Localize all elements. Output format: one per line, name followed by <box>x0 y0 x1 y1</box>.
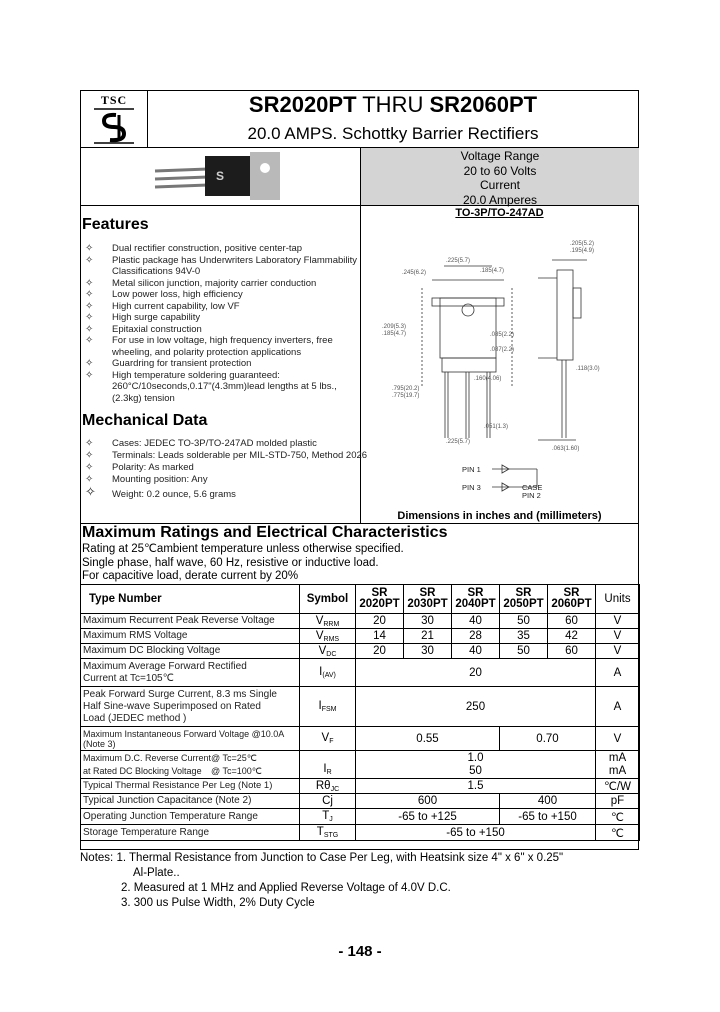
table-row: Maximum Instantaneous Forward Voltage @10.0A (Note 3) $V_F$ 0.55 0.70 V <box>81 727 640 751</box>
package-caption: TO-3P/TO-247AD <box>455 207 544 219</box>
page-subtitle: 20.0 AMPS. Schottky Barrier Rectifiers <box>247 124 539 143</box>
svg-text:.185(4.7): .185(4.7) <box>382 331 407 337</box>
rating-line: Single phase, half wave, 60 Hz, resistive or inductive load. <box>82 556 379 569</box>
svg-text:.775(19.7): .775(19.7) <box>392 393 420 399</box>
bullet-icon: ✧ <box>85 483 96 499</box>
table-row: Operating Junction Temperature Range $T_J$ -65 to +125 -65 to +150 ℃ <box>81 809 640 825</box>
table-row: Typical Junction Capacitance (Note 2) Cj 600 400 pF <box>81 794 640 809</box>
svg-text:.205(5.2): .205(5.2) <box>570 241 595 247</box>
page-title: SR2020PT THRU SR2060PT <box>248 92 538 117</box>
svg-text:.051(1.3): .051(1.3) <box>484 424 509 430</box>
model-header: SR 2020PT <box>356 585 404 614</box>
list-item: wheeling, and polarity protection applications <box>112 346 302 358</box>
bullet-icon: ✧ <box>85 323 94 335</box>
list-item: ✧ High surge capability <box>85 312 201 323</box>
bullet-icon: ✧ <box>85 474 94 485</box>
svg-text:.225(5.7): .225(5.7) <box>446 258 471 264</box>
svg-text:.087(2.2): .087(2.2) <box>490 347 515 353</box>
spec-table <box>80 584 640 841</box>
note-2: 2. Measured at 1 MHz and Applied Reverse Voltage of 4.0V D.C. <box>121 882 451 894</box>
table-row: Maximum D.C. Reverse Current @ Tc=25℃ at Rated DC Blocking Voltage @ Tc=100℃ $I_R$ 1.0 50 mA mA <box>81 751 640 779</box>
svg-text:.225(5.7): .225(5.7) <box>446 439 471 445</box>
mechanical-heading: Mechanical Data <box>82 412 208 429</box>
table-row: Storage Temperature Range $T_{STG}$ -65 to +150 ℃ <box>81 825 640 841</box>
bullet-icon: ✧ <box>85 312 94 323</box>
voltage-range-box <box>360 147 639 205</box>
svg-text:.118(3.0): .118(3.0) <box>576 366 600 372</box>
bullet-icon: ✧ <box>85 289 94 300</box>
pin2-label: PIN 2 <box>522 491 541 500</box>
list-item: ✧ Cases: JEDEC TO-3P/TO-247AD molded plastic <box>85 438 317 449</box>
table-row: Maximum DC Blocking Voltage $V_{DC}$ 20 30 40 50 60 V <box>81 644 640 659</box>
bullet-icon: ✧ <box>85 450 94 461</box>
pin1-label: PIN 1 <box>462 465 481 474</box>
svg-text:.085(2.2): .085(2.2) <box>490 332 515 338</box>
model-header: SR 2030PT <box>404 585 452 614</box>
svg-text:.209(5.3): .209(5.3) <box>382 324 407 330</box>
svg-text:.795(20.2): .795(20.2) <box>392 386 420 392</box>
bullet-icon: ✧ <box>85 300 94 312</box>
table-row: Peak Forward Surge Current, 8.3 ms Single Half Sine-wave Superimposed on Rated Load (JEDEC method ) $I_{FSM}$ 250 A <box>81 687 640 727</box>
svg-text:S: S <box>216 169 225 183</box>
package-outline-drawing <box>362 228 638 508</box>
notes-section <box>80 851 563 911</box>
list-item: ✧ Weight: 0.2 ounce, 5.6 grams <box>85 483 236 500</box>
page-number: - 148 - <box>338 943 382 960</box>
list-item: ✧ Polarity: As marked <box>85 462 194 473</box>
model-header: SR 2060PT <box>548 585 596 614</box>
bullet-icon: ✧ <box>85 358 94 369</box>
tsc-logo <box>84 93 144 145</box>
table-row: Maximum RMS Voltage $V_{RMS}$ 14 21 28 35 42 V <box>81 629 640 644</box>
rating-line: For capacitive load, derate current by 20% <box>82 570 299 582</box>
table-row: Typical Thermal Resistance Per Leg (Note 1) $R\theta_{JC}$ 1.5 ℃/W <box>81 779 640 794</box>
list-item: ✧ Plastic package has Underwriters Laboratory Flammability <box>85 254 357 266</box>
note-1: Notes: 1. Thermal Resistance from Junction to Case Per Leg, with Heatsink size 4" x 6" x 0.25" <box>80 852 564 864</box>
svg-text:.245(6.2): .245(6.2) <box>402 270 427 276</box>
current-value: 20.0 Amperes <box>462 192 538 207</box>
bullet-icon: ✧ <box>85 438 94 449</box>
note-1-continued: Al-Plate.. <box>133 867 180 879</box>
list-item: ✧ Terminals: Leads solderable per MIL-STD-750, Method 2026 <box>85 450 368 461</box>
list-item: ✧ Low power loss, high efficiency <box>85 289 243 300</box>
component-photo <box>150 150 300 202</box>
note-3: 3. 300 us Pulse Width, 2% Duty Cycle <box>121 897 315 909</box>
rating-conditions <box>82 543 404 584</box>
pin3-label: PIN 3 <box>462 483 481 492</box>
voltage-range-value: 20 to 60 Volts <box>463 163 537 178</box>
list-item: ✧ Mounting position: Any <box>85 474 208 485</box>
list-item: ✧ High temperature soldering guaranteed: <box>85 369 280 381</box>
bullet-icon: ✧ <box>85 254 94 266</box>
type-number-header: Type Number <box>81 585 300 614</box>
svg-text:.063(1.60): .063(1.60) <box>552 446 580 452</box>
current-label: Current <box>479 178 520 192</box>
logo-text: TSC <box>100 93 128 107</box>
voltage-range-label: Voltage Range <box>460 149 540 163</box>
list-item: ✧ Dual rectifier construction, positive center-tap <box>85 243 303 254</box>
model-header: SR 2040PT <box>452 585 500 614</box>
dimensions-caption: Dimensions in inches and (millimeters) <box>397 510 602 522</box>
list-item: (2.3kg) tension <box>112 392 175 404</box>
svg-text:.185(4.7): .185(4.7) <box>480 268 505 274</box>
case-label: CASE <box>522 483 543 492</box>
svg-text:.160(4.06): .160(4.06) <box>474 376 502 382</box>
logo-mark-icon <box>84 106 144 146</box>
list-item: ✧ Metal silicon junction, majority carrier conduction <box>85 277 317 289</box>
model-header: SR 2050PT <box>500 585 548 614</box>
table-header-row <box>81 585 640 614</box>
bullet-icon: ✧ <box>85 462 94 473</box>
features-list <box>82 243 357 404</box>
table-row: Maximum Recurrent Peak Reverse Voltage $V_{RRM}$ 20 30 40 50 60 V <box>81 614 640 629</box>
list-item: Classifications 94V-0 <box>112 266 201 277</box>
bullet-icon: ✧ <box>85 369 94 381</box>
list-item: ✧ High current capability, low VF <box>85 300 240 312</box>
bullet-icon: ✧ <box>85 243 94 254</box>
list-item: ✧ Epitaxial construction <box>85 323 202 335</box>
bullet-icon: ✧ <box>85 335 94 346</box>
mechanical-list <box>82 438 367 501</box>
list-item: 260°C/10seconds,0.17"(4.3mm)lead lengths at 5 lbs., <box>112 381 337 392</box>
units-header: Units <box>596 585 640 614</box>
list-item: ✧ Guardring for transient protection <box>85 358 252 369</box>
features-heading: Features <box>82 216 149 233</box>
rating-line: Rating at 25℃ambient temperature unless otherwise specified. <box>82 543 404 555</box>
max-ratings-heading: Maximum Ratings and Electrical Characteristics <box>82 524 448 541</box>
list-item: ✧ For use in low voltage, high frequency inverters, free <box>85 335 333 346</box>
svg-text:.195(4.9): .195(4.9) <box>570 248 595 254</box>
bullet-icon: ✧ <box>85 277 94 289</box>
table-row: Maximum Average Forward Rectified Current at Tc=105℃ $I_{(AV)}$ 20 A <box>81 659 640 687</box>
symbol-header: Symbol <box>300 585 356 614</box>
